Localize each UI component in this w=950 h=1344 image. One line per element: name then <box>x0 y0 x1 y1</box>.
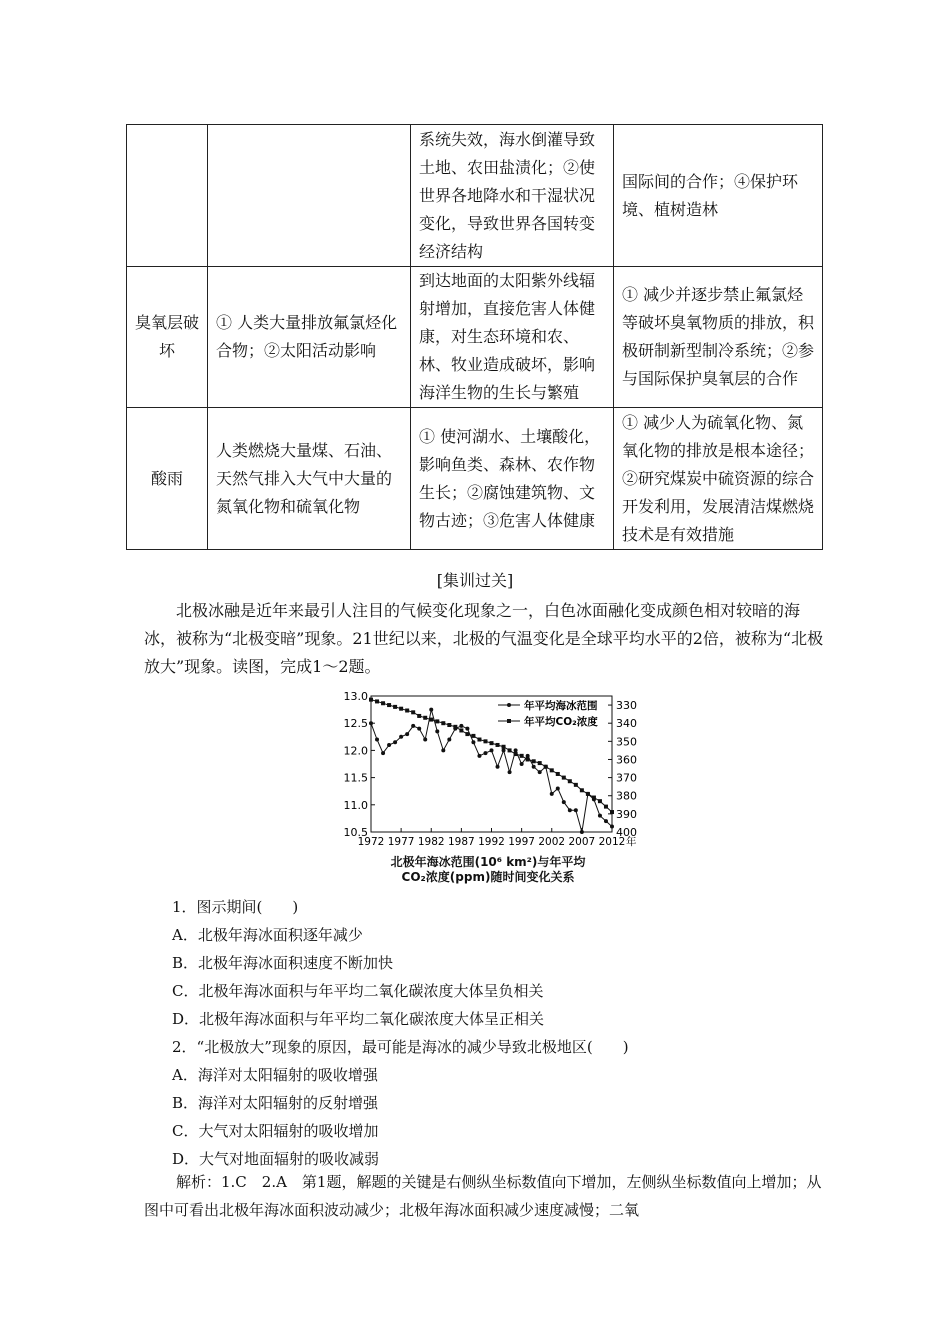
right-axis-tick-label: 400 <box>616 826 637 839</box>
question-1-option-a: A．北极年海冰面积逐年减少 <box>172 926 363 944</box>
right-axis-tick-label: 390 <box>616 807 637 821</box>
data-point-sea-ice <box>526 754 530 758</box>
problem-measure: ① 减少人为硫氧化物、氮氧化物的排放是根本途径；②研究煤炭中硫资源的综合开发利用，发展清洁煤燃烧技术是有效措施 <box>614 408 823 550</box>
data-point-sea-ice <box>532 765 536 769</box>
right-axis-tick-label: 340 <box>616 717 637 731</box>
data-point-co2 <box>598 799 602 803</box>
data-point-co2 <box>562 776 566 780</box>
intro-paragraph: 北极冰融是近年来最引人注目的气候变化现象之一，白色冰面融化变成颜色相对较暗的海冰，被称为“北极变暗”现象。21世纪以来，北极的气温变化是全球平均水平的2倍，被称为“北极放大”现象。读图，完成1～2题。 <box>144 601 824 676</box>
data-point-co2 <box>538 761 542 765</box>
data-point-sea-ice <box>574 808 578 812</box>
data-point-co2 <box>459 728 463 732</box>
table-row <box>127 408 823 550</box>
question-2-option-b: B．海洋对太阳辐射的反射增强 <box>172 1094 379 1112</box>
data-point-co2 <box>399 707 403 711</box>
question-2-option-c: C．大气对太阳辐射的吸收增加 <box>172 1122 379 1140</box>
left-axis-tick-label: 10.5 <box>343 826 368 839</box>
data-point-co2 <box>526 757 530 761</box>
data-point-co2 <box>483 739 487 743</box>
data-point-co2 <box>592 796 596 800</box>
data-point-co2 <box>477 738 481 742</box>
data-point-co2 <box>381 701 385 705</box>
data-point-co2 <box>574 783 578 787</box>
data-point-co2 <box>393 705 397 709</box>
x-axis-tick-label: 1972 <box>357 836 385 848</box>
data-point-sea-ice <box>483 751 487 755</box>
data-point-co2 <box>490 741 494 745</box>
data-point-sea-ice <box>562 800 566 804</box>
question-2-option-d: D．大气对地面辐射的吸收减弱 <box>172 1150 380 1168</box>
data-point-co2 <box>604 805 608 809</box>
data-point-co2 <box>465 732 469 736</box>
data-point-co2 <box>580 788 584 792</box>
data-point-sea-ice <box>538 770 542 774</box>
data-point-co2 <box>556 772 560 776</box>
data-point-co2 <box>447 723 451 727</box>
data-point-sea-ice <box>496 765 500 769</box>
chart-caption-line2: CO₂浓度(ppm)随时间变化关系 <box>401 870 575 884</box>
chart-caption <box>368 855 608 885</box>
data-point-co2 <box>544 765 548 769</box>
problem-effect: 到达地面的太阳紫外线辐射增加，直接危害人体健康，对生态环境和农、林、牧业造成破坏，影响海洋生物的生长与繁殖 <box>411 267 614 408</box>
left-axis-tick-label: 12.0 <box>343 744 368 758</box>
data-point-sea-ice <box>399 735 403 739</box>
question-1-option-c: C．北极年海冰面积与年平均二氧化碳浓度大体呈负相关 <box>172 982 544 1000</box>
problem-cause: ① 人类大量排放氟氯烃化合物；②太阳活动影响 <box>208 267 411 408</box>
right-axis-tick-label: 350 <box>616 735 637 749</box>
right-axis-tick-label: 370 <box>616 771 637 785</box>
data-point-sea-ice <box>381 751 385 755</box>
left-axis-tick-label: 11.5 <box>343 771 368 785</box>
problem-measure: ① 减少并逐步禁止氟氯烃等破坏臭氧物质的排放，积极研制新型制冷系统；②参与国际保护臭氧层的合作 <box>614 267 823 408</box>
data-point-co2 <box>532 759 536 763</box>
problem-effect: ① 使河湖水、土壤酸化，影响鱼类、森林、农作物生长；②腐蚀建筑物、文物古迹；③危害人体健康 <box>411 408 614 550</box>
data-point-co2 <box>586 792 590 796</box>
data-point-sea-ice <box>520 762 524 766</box>
x-axis-tick-label: 2012 <box>598 836 626 848</box>
data-point-co2 <box>550 768 554 772</box>
data-point-sea-ice <box>447 738 451 742</box>
left-axis-tick-label: 13.0 <box>343 690 368 703</box>
question-2: 2．“北极放大”现象的原因，最可能是海冰的减少导致北极地区( ) <box>172 1038 629 1056</box>
data-point-co2 <box>471 734 475 738</box>
legend-label-2: 年平均CO₂浓度 <box>524 716 598 728</box>
data-point-co2 <box>496 743 500 747</box>
data-point-sea-ice <box>405 732 409 736</box>
x-axis-tick-label: 1997 <box>508 836 535 848</box>
data-point-co2 <box>520 754 524 758</box>
data-point-sea-ice <box>417 727 421 731</box>
data-point-co2 <box>453 725 457 729</box>
x-axis-tick-label: 2007 <box>568 836 596 848</box>
data-point-sea-ice <box>375 738 379 742</box>
data-point-sea-ice <box>477 754 481 758</box>
question-2-option-a: A．海洋对太阳辐射的吸收增强 <box>172 1066 378 1084</box>
section-title: [集训过关] <box>436 571 514 590</box>
data-point-sea-ice <box>508 770 512 774</box>
data-point-sea-ice <box>369 721 373 725</box>
data-point-co2 <box>429 718 433 722</box>
x-axis-tick-label: 1987 <box>448 836 475 848</box>
problem-cause: 人类燃烧大量煤、石油、天然气排入大气中大量的氮氧化物和硫氧化物 <box>208 408 411 550</box>
data-point-co2 <box>514 752 518 756</box>
left-axis-tick-label: 12.5 <box>343 717 368 731</box>
right-axis-tick-label: 360 <box>616 753 637 767</box>
x-axis-tick-label: 1992 <box>478 836 505 848</box>
problem-name <box>127 125 208 267</box>
data-point-sea-ice <box>598 814 602 818</box>
data-point-co2 <box>568 779 572 783</box>
environment-problems-table <box>126 124 823 550</box>
problem-name: 臭氧层破坏 <box>127 267 208 408</box>
data-point-sea-ice <box>423 738 427 742</box>
data-point-co2 <box>610 810 614 814</box>
data-point-co2 <box>435 719 439 723</box>
data-point-sea-ice <box>568 808 572 812</box>
data-point-sea-ice <box>459 724 463 728</box>
problem-effect: 系统失效，海水倒灌导致土地、农田盐渍化；②使世界各地降水和干湿状况变化，导致世界各国转变经济结构 <box>411 125 614 267</box>
data-point-sea-ice <box>502 748 506 752</box>
legend-label-1: 年平均海冰范围 <box>524 700 598 712</box>
data-point-co2 <box>423 716 427 720</box>
question-1: 1．图示期间( ) <box>172 898 299 916</box>
data-point-sea-ice <box>471 740 475 744</box>
data-point-sea-ice <box>429 708 433 712</box>
data-point-sea-ice <box>604 819 608 823</box>
data-point-co2 <box>411 710 415 714</box>
data-point-co2 <box>441 721 445 725</box>
data-point-sea-ice <box>411 724 415 728</box>
x-axis-tick-label: 1982 <box>417 836 445 848</box>
data-point-co2 <box>387 703 391 707</box>
x-axis-tick-label: 2002 <box>538 836 566 848</box>
problem-name: 酸雨 <box>127 408 208 550</box>
data-point-sea-ice <box>465 727 469 731</box>
data-point-sea-ice <box>556 786 560 790</box>
data-point-co2 <box>369 698 373 702</box>
chart-caption-line1: 北极年海冰范围(10⁶ km²)与年平均 <box>390 855 586 869</box>
analysis-paragraph: 解析：1.C 2.A 第1题，解题的关键是右侧纵坐标数值向下增加，左侧纵坐标数值向上增加；从图中可看出北极年海冰面积波动减少；北极年海冰面积减少速度减慢；二氧 <box>144 1173 822 1219</box>
data-point-co2 <box>417 714 421 718</box>
table-row <box>127 125 823 267</box>
problem-measure: 国际间的合作；④保护环境、植树造林 <box>614 125 823 267</box>
left-axis-tick-label: 11.0 <box>343 798 368 812</box>
data-point-sea-ice <box>435 729 439 733</box>
x-axis-tick-label: 1977 <box>387 836 415 848</box>
data-point-sea-ice <box>514 748 518 752</box>
question-1-option-b: B．北极年海冰面积速度不断加快 <box>172 954 394 972</box>
table-row <box>127 267 823 408</box>
data-point-co2 <box>405 709 409 713</box>
data-point-co2 <box>502 745 506 749</box>
legend-marker-sea-ice <box>507 703 511 707</box>
right-axis-tick-label: 380 <box>616 789 637 803</box>
x-axis-unit: 年 <box>626 836 637 848</box>
legend-marker-co2 <box>507 719 511 723</box>
question-1-option-d: D．北极年海冰面积与年平均二氧化碳浓度大体呈正相关 <box>172 1010 545 1028</box>
data-point-sea-ice <box>441 748 445 752</box>
problem-cause <box>208 125 411 267</box>
data-point-sea-ice <box>387 743 391 747</box>
data-point-co2 <box>508 748 512 752</box>
data-point-sea-ice <box>393 740 397 744</box>
right-axis-tick-label: 330 <box>616 699 637 713</box>
data-point-sea-ice <box>550 792 554 796</box>
data-point-sea-ice <box>610 825 614 829</box>
data-point-sea-ice <box>580 830 584 834</box>
data-point-sea-ice <box>490 748 494 752</box>
data-point-co2 <box>375 699 379 703</box>
